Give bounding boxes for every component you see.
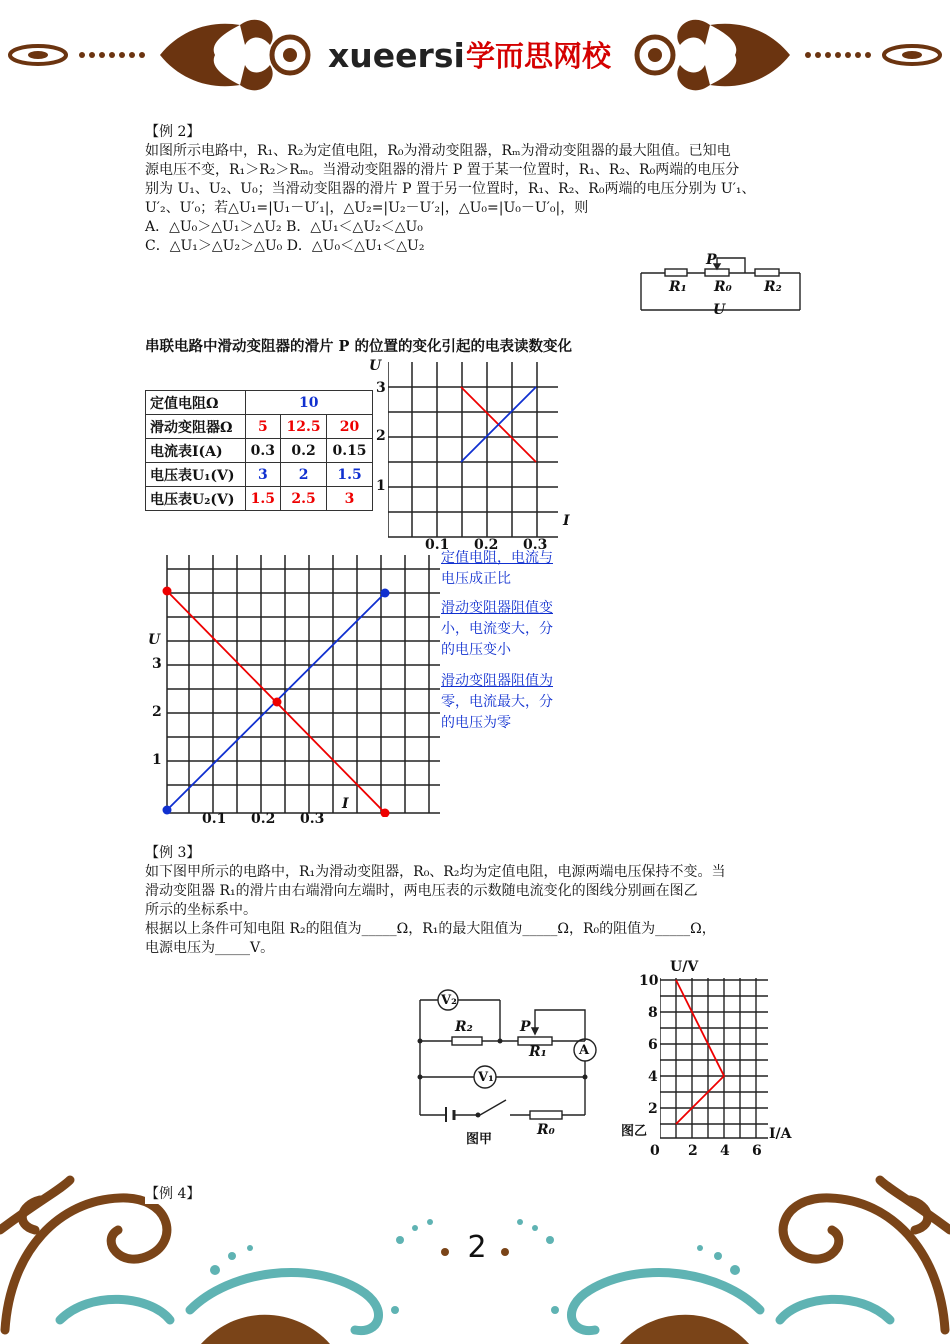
small-y-tick: 2 <box>376 428 386 444</box>
note-line: 滑动变阻器阻值变 <box>441 600 553 616</box>
ex3-graph-y-label: U/V <box>670 959 699 975</box>
table-row <box>146 463 373 487</box>
table-cell: 10 <box>245 391 372 415</box>
ex3-label-a: A <box>579 1043 590 1058</box>
table-cell: 0.2 <box>281 439 327 463</box>
brand-latin: xueersi <box>328 36 465 75</box>
table-cell: 滑动变阻器Ω <box>146 415 246 439</box>
ex3-x-tick: 2 <box>688 1143 698 1159</box>
note-line: 电压成正比 <box>441 571 511 587</box>
example2-line-3: 别为 U₁、U₂、U₀；当滑动变阻器的滑片 P 置于另一位置时，R₁、R₂、R₀两端的电压分别为 U′₁、 <box>145 181 756 197</box>
example3-line-2: 滑动变阻器 R₁的滑片由右端滑向左端时，两电压表的示数随电流变化的图线分别画在图乙 <box>145 883 698 899</box>
note-line: 滑动变阻器阻值为 <box>441 673 553 689</box>
example2-tag: 【例 2】 <box>145 124 201 140</box>
small-x-tick: 0.3 <box>523 537 548 553</box>
graph-large <box>155 555 440 817</box>
table-cell: 20 <box>327 415 373 439</box>
ex3-graph-line <box>676 980 724 1124</box>
note-line: 定值电阻，电流与 <box>441 550 553 566</box>
example2-line-4: U′₂、U′₀；若△U₁=|U₁－U′₁|，△U₂=|U₂－U′₂|，△U₀=|U₀－U′₀|，则 <box>145 200 589 216</box>
ex3-label-p: P <box>520 1019 531 1035</box>
note-line: 的电压为零 <box>441 715 511 731</box>
table-cell: 电流表I(A) <box>146 439 246 463</box>
ex3-y-tick: 6 <box>648 1037 658 1053</box>
example3-tag: 【例 3】 <box>145 845 201 861</box>
large-x-tick: 0.1 <box>202 811 227 827</box>
table-cell: 2.5 <box>281 487 327 511</box>
table-cell: 电压表U₂(V) <box>146 487 246 511</box>
ex3-y-tick: 2 <box>648 1101 658 1117</box>
ex3-graph-x-label: I/A <box>769 1126 792 1142</box>
large-x-tick: 0.3 <box>300 811 325 827</box>
ex3-x-tick: 0 <box>650 1143 660 1159</box>
small-x-tick: 0.2 <box>474 537 499 553</box>
example3-line-1: 如下图甲所示的电路中，R₁为滑动变阻器，R₀、R₂均为定值电阻，电源两端电压保持不变。当 <box>145 864 726 880</box>
table-cell: 2 <box>281 463 327 487</box>
ex3-label-v2: V₂ <box>441 993 457 1008</box>
note-line: 小，电流变大，分 <box>441 621 553 637</box>
table-cell: 1.5 <box>245 487 281 511</box>
example2-option-ab: A．△U₀＞△U₁＞△U₂ B．△U₁＜△U₂＜△U₀ <box>145 219 423 235</box>
table-row <box>146 391 373 415</box>
point-intersection <box>273 698 282 707</box>
large-y-tick: 3 <box>152 656 162 672</box>
dots-left <box>79 52 145 58</box>
small-x-label: I <box>563 513 570 529</box>
table-cell: 12.5 <box>281 415 327 439</box>
table-cell: 3 <box>245 463 281 487</box>
example4-tag: 【例 4】 <box>145 1185 204 1204</box>
example3-line-3: 所示的坐标系中。 <box>145 902 257 918</box>
note-line: 的电压变小 <box>441 642 511 658</box>
dots-right <box>805 52 871 58</box>
table-cell: 定值电阻Ω <box>146 391 246 415</box>
note-line: 零，电流最大，分 <box>441 694 553 710</box>
small-y-label: U <box>369 358 382 374</box>
ex3-label-v1: V₁ <box>478 1070 494 1085</box>
ex3-label-r1: R₁ <box>529 1044 547 1060</box>
graph-small <box>388 362 558 540</box>
small-x-tick: 0.1 <box>425 537 450 553</box>
example3-graph <box>660 978 770 1140</box>
large-x-tick: 0.2 <box>251 811 276 827</box>
ex3-y-tick: 4 <box>648 1069 658 1085</box>
table-cell: 3 <box>327 487 373 511</box>
ex3-caption-graph: 图乙 <box>621 1124 648 1139</box>
table-cell: 1.5 <box>327 463 373 487</box>
ex3-x-tick: 4 <box>720 1143 730 1159</box>
ex3-y-tick: 10 <box>639 973 659 989</box>
small-y-tick: 3 <box>376 380 386 396</box>
large-y-tick: 2 <box>152 704 162 720</box>
table-cell: 5 <box>245 415 281 439</box>
point-blue-start <box>163 806 172 815</box>
note-rheostat-smaller <box>441 598 591 661</box>
note-fixed-resistor <box>441 548 591 590</box>
data-table <box>145 390 373 511</box>
ex3-label-r2: R₂ <box>455 1019 473 1035</box>
ornament-left-swirl <box>160 24 240 87</box>
table-cell: 0.15 <box>327 439 373 463</box>
table-cell: 电压表U₁(V) <box>146 463 246 487</box>
large-x-label: I <box>342 796 349 812</box>
section-title: 串联电路中滑动变阻器的滑片 P 的位置的变化引起的电表读数变化 <box>145 338 572 355</box>
ex3-caption-circuit: 图甲 <box>466 1132 493 1147</box>
ex2-label-r1: R₁ <box>669 279 687 295</box>
small-y-tick: 1 <box>376 478 386 494</box>
ex3-label-r0: R₀ <box>537 1122 555 1138</box>
point-red-start <box>163 587 172 596</box>
page-number: 2 <box>467 1230 487 1265</box>
ornament-right-swirl <box>710 24 790 87</box>
table-row <box>146 415 373 439</box>
large-y-label: U <box>148 632 161 648</box>
example2-line-1: 如图所示电路中，R₁、R₂为定值电阻，R₀为滑动变阻器，Rₘ为滑动变阻器的最大阻值。已知电 <box>145 143 731 159</box>
example2-line-2: 源电压不变，R₁＞R₂＞Rₘ。当滑动变阻器的滑片 P 置于某一位置时，R₁、R₂、R₀两端的电压分 <box>145 162 740 178</box>
ex3-y-tick: 8 <box>648 1005 658 1021</box>
table-cell: 0.3 <box>245 439 281 463</box>
large-y-tick: 1 <box>152 752 162 768</box>
brand-cn: 学而思网校 <box>466 39 612 73</box>
example3-line-4: 根据以上条件可知电阻 R₂的阻值为_____Ω，R₁的最大阻值为_____Ω，R₀的阻值为_____Ω， <box>145 921 716 937</box>
example3-line-5: 电源电压为_____V。 <box>145 940 275 956</box>
ex3-x-tick: 6 <box>752 1143 762 1159</box>
example3-circuit <box>410 982 605 1122</box>
table-row <box>146 439 373 463</box>
point-blue-end <box>381 589 390 598</box>
table-row <box>146 487 373 511</box>
ex2-label-r2: R₂ <box>764 279 782 295</box>
note-rheostat-zero <box>441 671 591 734</box>
ex2-label-r0: R₀ <box>714 279 732 295</box>
ex2-label-u: U <box>713 302 726 318</box>
ex2-label-p: P <box>706 252 717 268</box>
example2-option-cd: C．△U₁＞△U₂＞△U₀ D．△U₀＜△U₁＜△U₂ <box>145 238 425 254</box>
